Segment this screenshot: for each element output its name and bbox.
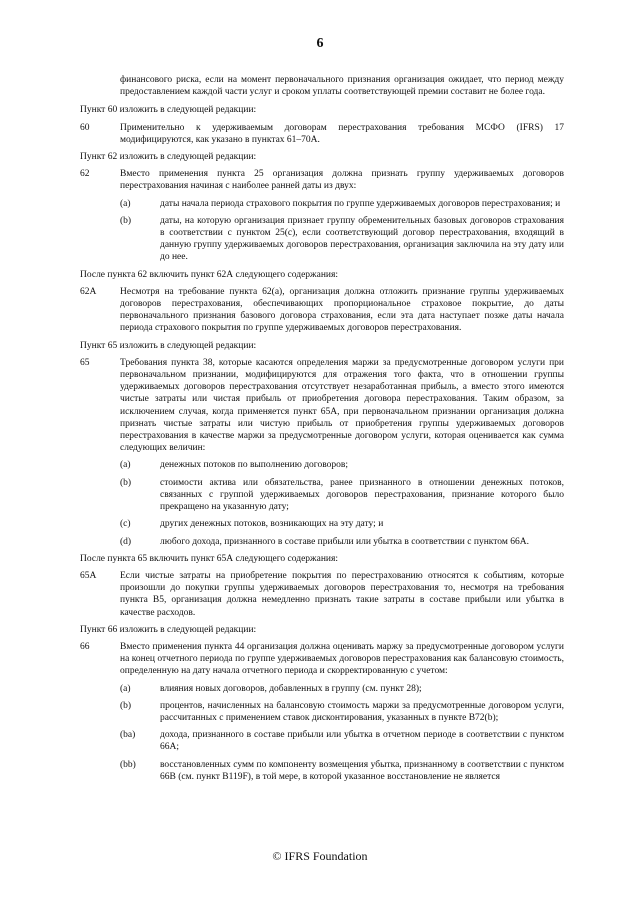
subparagraph-text: дохода, признанного в составе прибыли или убытка в отчетном периоде в соответствии с пунктом 66А; [160,730,564,753]
subparagraph-text: влияния новых договоров, добавленных в группу (см. пункт 28); [160,683,422,694]
subparagraph [120,729,564,753]
paragraph-number: 65A [80,570,97,581]
paragraph-number: 62 [80,169,90,180]
subparagraph [120,518,564,530]
subparagraph [120,198,564,210]
paragraph [80,641,564,783]
subparagraph-text: любого дохода, признанного в составе прибыли или убытка в соответствии с пунктом 66А. [160,536,529,547]
subparagraph-letter: (b) [120,215,132,226]
subparagraph-letter: (b) [120,477,132,488]
subparagraph-letter: (a) [120,198,131,209]
subparagraph-text: других денежных потоков, возникающих на эту дату; и [160,519,384,530]
amendment-instruction: После пункта 65 включить пункт 65А следующего содержания: [80,553,339,564]
subparagraph [120,477,564,514]
amendment-instruction: Пункт 66 изложить в следующей редакции: [80,624,257,635]
paragraph-number: 66 [80,641,90,652]
document-content [80,74,564,788]
paragraph-number: 60 [80,122,90,133]
copyright-footer: © IFRS Foundation [272,849,368,863]
subparagraph [120,215,564,264]
subparagraph-text: денежных потоков по выполнению договоров; [160,460,348,471]
amendment-instruction: После пункта 62 включить пункт 62А следующего содержания: [80,269,339,280]
paragraph-body [120,122,564,146]
subparagraph-text: даты начала периода страхового покрытия по группе удерживаемых договоров перестрахования; и [160,198,561,209]
paragraph-text: Вместо применения пункта 44 организация должна оценивать маржу за предусмотренные договором услуги на конец отчетного периода по группе удерживаемых договоров перестрахования как балансовую стоимость, определенную на дату начала отчетного периода и скорректированную с учетом: [120,641,564,677]
subparagraph-letter: (a) [120,683,131,694]
paragraph-text: Если чистые затраты на приобретение покрытия по перестрахованию относятся к событиям, которые произошли до покупки группы удерживаемых договоров перестрахования то, несмотря на требования пункта B5, организация должна немедленно признать такие затраты в составе прибыли или убытка в качестве расходов. [120,570,564,618]
subparagraph [120,759,564,783]
subparagraph-text: стоимости актива или обязательства, ранее признанного в отношении денежных потоков, связанных с группой удерживаемых договоров перестрахования, признание которого было прекращено на указанную дату; [160,477,564,513]
subparagraph-text: восстановленных сумм по компоненту возмещения убытка, признанному в соответствии с пунктом 66В (см. пункт В119F), в той мере, в которой указанное восстановление не является [160,759,564,782]
subparagraph-text: даты, на которую организация признает группу обременительных базовых договоров страхования в соответствии с пунктом 25(с), если соответствующий договор перестрахования, входящий в данную группу удерживаемых договоров перестрахования, организация заключила на эту дату или до нее. [160,215,564,263]
continued-text: финансового риска, если на момент первоначального признания организация ожидает, что период между предоставлением каждой части услуг и сроком уплаты соответствующей премии составит не более года. [120,75,564,98]
paragraph-number: 65 [80,357,90,368]
paragraph [80,570,564,619]
subparagraph [120,536,564,548]
subparagraph-letter: (b) [120,700,132,711]
paragraph-text: Требования пункта 38, которые касаются определения маржи за предусмотренные договором услуги при первоначальном признании, модифицируются для отражения того факта, что в отношении группы удерживаемых договоров перестрахования отсутствует незаработанная прибыль, а вместо этого имеются чистые затраты или чистая прибыль от приобретения договора перестрахования. Таким образом, за исключением случая, когда применяется пункт 65А, при первоначальном признании организация должна признать чистые затраты или чистую прибыль от приобретения группы удерживаемых договоров перестрахования в качестве маржи за предусмотренные договором услуги, которая оценивается как сумма следующих величин: [120,357,564,454]
paragraph [80,168,564,263]
paragraph-body [120,641,564,783]
subparagraph [120,683,564,695]
paragraph-body [120,357,564,548]
paragraph-text: Вместо применения пункта 25 организация должна признать группу удерживаемых договоров перестрахования начиная с наиболее ранней даты из двух: [120,169,564,192]
paragraph [80,122,564,146]
paragraph [80,286,564,335]
subparagraph [120,700,564,724]
paragraph-body [120,168,564,263]
subparagraph-letter: (d) [120,536,132,547]
paragraph [80,357,564,548]
paragraph-text: Несмотря на требование пункта 62(а), организация должна отложить признание группы удерживаемых договоров перестрахования, обеспечивающих пропорциональное страховое покрытие, до даты первоначального признания базового договора страхования, если эта дата наступает позже даты начала периода страхового покрытия по группе удерживаемых договоров перестрахования. [120,286,564,334]
subparagraph-letter: (bb) [120,759,136,770]
amendment-instruction: Пункт 65 изложить в следующей редакции: [80,340,257,351]
paragraph-body [120,286,564,335]
paragraph-number: 62A [80,286,97,297]
amendment-instruction: Пункт 60 изложить в следующей редакции: [80,105,257,116]
subparagraph-text: процентов, начисленных на балансовую стоимость маржи за предусмотренные договором услуги, рассчитанных с применением ставок дисконтирования, указанных в пункте В72(b); [160,700,564,723]
paragraph-body [120,570,564,619]
paragraph-text: Применительно к удерживаемым договорам перестрахования требования МСФО (IFRS) 17 модифицируются, как указано в пунктах 61–70А. [120,122,564,145]
amendment-instruction: Пункт 62 изложить в следующей редакции: [80,152,257,163]
subparagraph [120,459,564,471]
subparagraph-letter: (ba) [120,730,136,741]
page-number: 6 [316,36,324,51]
subparagraph-letter: (c) [120,519,131,530]
subparagraph-letter: (a) [120,460,131,471]
